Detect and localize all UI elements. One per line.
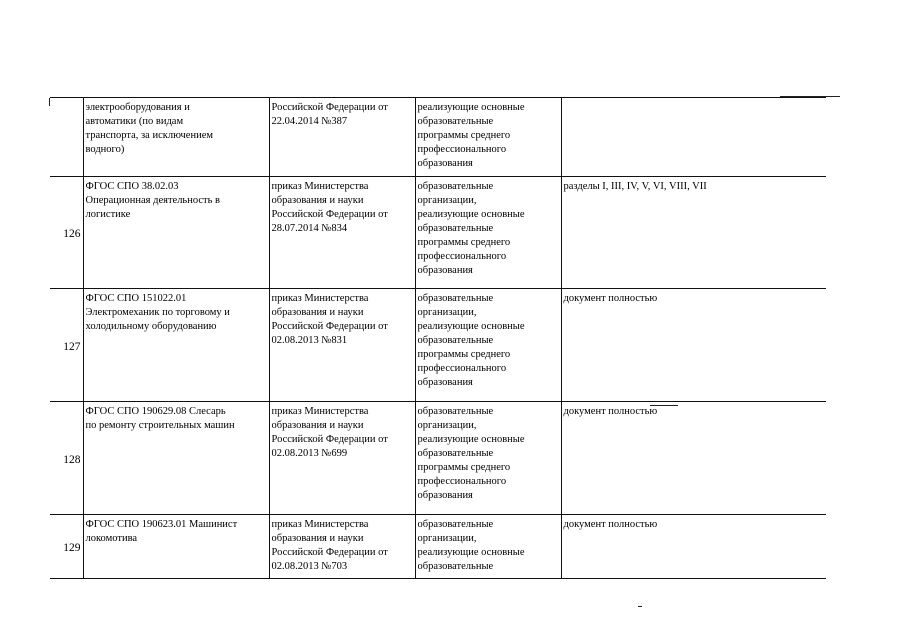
scope-line: образовательные xyxy=(417,448,494,459)
scope-line: образовательные xyxy=(417,181,494,192)
document-line: приказ Министерства xyxy=(271,181,369,192)
document-line: 02.08.2013 №831 xyxy=(271,335,348,346)
scope-line: образовательные xyxy=(417,293,494,304)
scope-line: образовательные xyxy=(417,519,494,530)
sections-cell: документ полностью xyxy=(561,515,826,579)
document-line: приказ Министерства xyxy=(271,519,369,530)
document-cell xyxy=(269,177,415,289)
scope-line: программы среднего xyxy=(417,462,511,473)
row-number: 126 xyxy=(50,177,83,289)
scope-line: программы среднего xyxy=(417,130,511,141)
scope-line: программы среднего xyxy=(417,349,511,360)
program-cell xyxy=(83,98,269,177)
scope-line: образовательные xyxy=(417,223,494,234)
document-cell xyxy=(269,289,415,402)
document-line: образования и науки xyxy=(271,420,364,431)
document-line: приказ Министерства xyxy=(271,293,369,304)
scope-line: реализующие основные xyxy=(417,434,525,445)
program-line: логистике xyxy=(85,209,131,220)
document-line: 28.07.2014 №834 xyxy=(271,223,348,234)
document-line: образования и науки xyxy=(271,307,364,318)
document-cell xyxy=(269,98,415,177)
row-number: 129 xyxy=(50,515,83,579)
scope-line: реализующие основные xyxy=(417,102,525,113)
document-line: 22.04.2014 №387 xyxy=(271,116,348,127)
scope-cell xyxy=(415,402,561,515)
row-number xyxy=(50,98,83,177)
standards-table xyxy=(50,97,826,579)
sections-cell xyxy=(561,98,826,177)
scope-cell xyxy=(415,515,561,579)
program-line: транспорта, за исключением xyxy=(85,130,213,141)
scope-line: организации, xyxy=(417,420,477,431)
document-line: 02.08.2013 №703 xyxy=(271,561,348,572)
scope-line: профессионального xyxy=(417,144,507,155)
table-row xyxy=(50,177,826,289)
scope-cell xyxy=(415,98,561,177)
scope-cell xyxy=(415,177,561,289)
document-line: приказ Министерства xyxy=(271,406,369,417)
program-cell xyxy=(83,515,269,579)
program-line: ФГОС СПО 151022.01 xyxy=(85,293,187,304)
sections-cell: документ полностью xyxy=(561,402,826,515)
table-row xyxy=(50,289,826,402)
program-line: Электромеханик по торговому и xyxy=(85,307,230,318)
scope-line: программы среднего xyxy=(417,237,511,248)
document-line: 02.08.2013 №699 xyxy=(271,448,348,459)
sections-cell: разделы I, III, IV, V, VI, VIII, VII xyxy=(561,177,826,289)
program-line: ФГОС СПО 190629.08 Слесарь xyxy=(85,406,226,417)
scope-line: образования xyxy=(417,377,473,388)
program-line: ФГОС СПО 38.02.03 xyxy=(85,181,179,192)
table-row xyxy=(50,402,826,515)
program-cell xyxy=(83,289,269,402)
program-cell xyxy=(83,402,269,515)
scope-line: профессионального xyxy=(417,476,507,487)
program-line: Операционная деятельность в xyxy=(85,195,220,206)
document-line: Российской Федерации от xyxy=(271,547,388,558)
scope-line: реализующие основные xyxy=(417,321,525,332)
scope-line: организации, xyxy=(417,195,477,206)
scope-line: организации, xyxy=(417,533,477,544)
scope-line: образовательные xyxy=(417,561,494,572)
document-line: Российской Федерации от xyxy=(271,102,388,113)
scope-cell xyxy=(415,289,561,402)
program-line: водного) xyxy=(85,144,125,155)
program-line: по ремонту строительных машин xyxy=(85,420,235,431)
scope-line: профессионального xyxy=(417,363,507,374)
program-cell xyxy=(83,177,269,289)
scope-line: реализующие основные xyxy=(417,547,525,558)
program-line: ФГОС СПО 190623.01 Машинист xyxy=(85,519,238,530)
scope-line: образования xyxy=(417,490,473,501)
program-line: локомотива xyxy=(85,533,138,544)
document-cell xyxy=(269,402,415,515)
document-line: Российской Федерации от xyxy=(271,434,388,445)
scan-artifact xyxy=(638,606,642,607)
document-cell xyxy=(269,515,415,579)
document-line: Российской Федерации от xyxy=(271,321,388,332)
document-line: Российской Федерации от xyxy=(271,209,388,220)
scope-line: реализующие основные xyxy=(417,209,525,220)
scope-line: образовательные xyxy=(417,335,494,346)
document-line: образования и науки xyxy=(271,195,364,206)
document-line: образования и науки xyxy=(271,533,364,544)
scope-line: образования xyxy=(417,158,473,169)
row-number: 127 xyxy=(50,289,83,402)
table-row xyxy=(50,515,826,579)
program-line: автоматики (по видам xyxy=(85,116,184,127)
scope-line: образовательные xyxy=(417,116,494,127)
scope-line: организации, xyxy=(417,307,477,318)
program-line: электрооборудования и xyxy=(85,102,190,113)
scope-line: образования xyxy=(417,265,473,276)
scope-line: образовательные xyxy=(417,406,494,417)
program-line: холодильному оборудованию xyxy=(85,321,217,332)
row-number: 128 xyxy=(50,402,83,515)
scope-line: профессионального xyxy=(417,251,507,262)
sections-cell: документ полностью xyxy=(561,289,826,402)
table-row xyxy=(50,98,826,177)
